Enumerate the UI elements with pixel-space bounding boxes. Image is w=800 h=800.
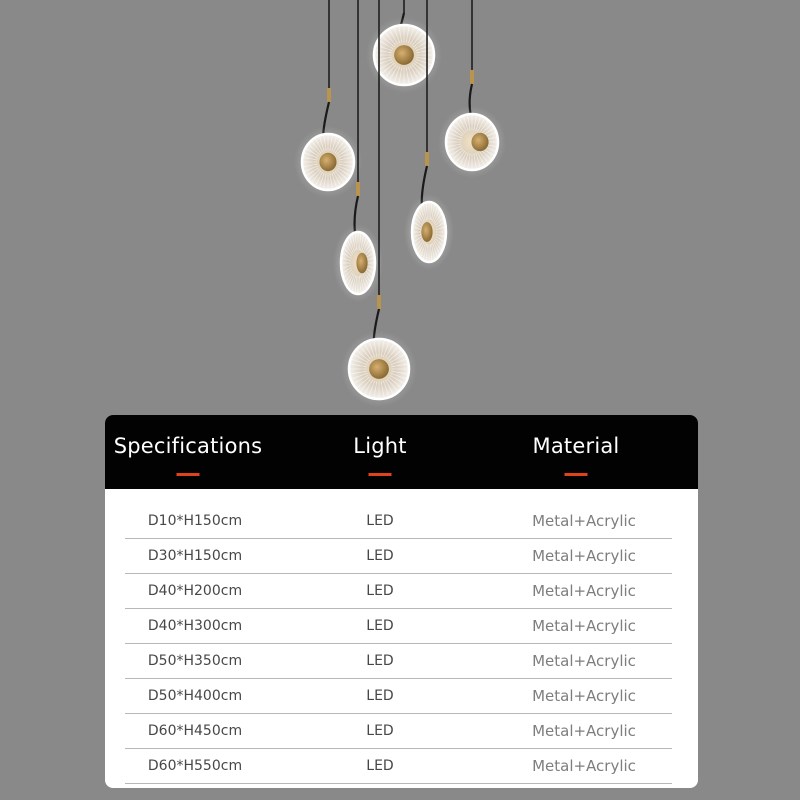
brass-clip xyxy=(356,182,360,196)
brass-clip xyxy=(327,88,331,102)
brass-hub xyxy=(471,133,488,151)
table-row xyxy=(125,608,672,644)
header-specifications: Specifications xyxy=(113,434,263,458)
cell-specification: D30*H150cm xyxy=(147,548,243,564)
brass-clip xyxy=(377,295,381,309)
cell-light: LED xyxy=(366,583,394,599)
cell-specification: D50*H350cm xyxy=(147,653,243,669)
cell-light: LED xyxy=(366,688,394,704)
brass-hub xyxy=(421,222,432,242)
header-underline xyxy=(565,473,588,476)
table-row xyxy=(125,573,672,609)
brass-hub xyxy=(394,45,414,65)
table-row xyxy=(125,538,672,574)
cell-light: LED xyxy=(366,653,394,669)
cell-light: LED xyxy=(366,758,394,774)
header-underline xyxy=(369,473,392,476)
cell-material: Metal+Acrylic xyxy=(532,652,636,670)
cell-specification: D50*H400cm xyxy=(147,688,243,704)
cell-specification: D60*H550cm xyxy=(147,758,243,774)
brass-clip xyxy=(470,70,474,84)
header-light: Light xyxy=(353,434,407,458)
brass-hub xyxy=(369,359,389,379)
cell-material: Metal+Acrylic xyxy=(532,687,636,705)
cell-specification: D60*H450cm xyxy=(147,723,243,739)
cell-material: Metal+Acrylic xyxy=(532,617,636,635)
cell-specification: D40*H200cm xyxy=(147,583,243,599)
spec-table xyxy=(105,415,698,788)
brass-hub xyxy=(356,253,367,273)
cell-material: Metal+Acrylic xyxy=(532,512,636,530)
table-row xyxy=(125,503,672,539)
table-row xyxy=(125,643,672,679)
cell-material: Metal+Acrylic xyxy=(532,722,636,740)
cell-specification: D10*H150cm xyxy=(147,513,243,529)
cell-material: Metal+Acrylic xyxy=(532,547,636,565)
cell-light: LED xyxy=(366,723,394,739)
brass-hub xyxy=(319,153,336,171)
table-row xyxy=(125,678,672,714)
table-header xyxy=(105,415,698,489)
cell-light: LED xyxy=(366,548,394,564)
cell-specification: D40*H300cm xyxy=(147,618,243,634)
cell-light: LED xyxy=(366,513,394,529)
cell-light: LED xyxy=(366,618,394,634)
brass-clip xyxy=(425,152,429,166)
table-row xyxy=(125,713,672,749)
cell-material: Metal+Acrylic xyxy=(532,757,636,775)
table-row xyxy=(125,748,672,784)
header-material: Material xyxy=(532,434,620,458)
header-underline xyxy=(177,473,200,476)
cell-material: Metal+Acrylic xyxy=(532,582,636,600)
